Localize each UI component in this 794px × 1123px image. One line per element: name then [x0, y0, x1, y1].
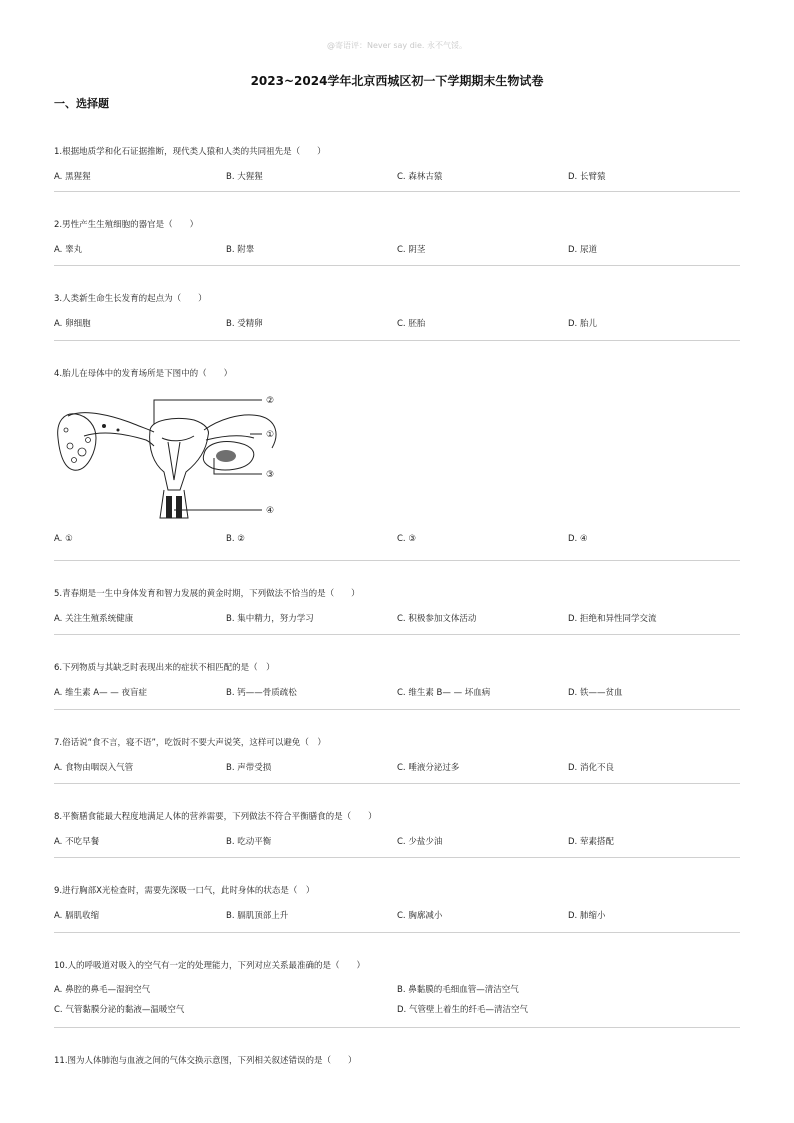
option-b[interactable]: B. 吃动平衡 [226, 837, 272, 847]
divider [54, 783, 740, 784]
option-a[interactable]: A. 鼻腔的鼻毛—湿润空气 [54, 985, 151, 995]
option-d[interactable]: D. 尿道 [568, 245, 597, 255]
follicle [67, 443, 73, 449]
divider [54, 1027, 740, 1028]
question-text: 2.男性产生生殖细胞的器官是（ ） [54, 220, 199, 230]
option-b[interactable]: B. 声带受损 [226, 763, 272, 773]
question-8 [54, 811, 740, 847]
option-c[interactable]: C. 胚胎 [397, 319, 426, 329]
option-b[interactable]: B. 附睾 [226, 245, 255, 255]
left-tube-lower [84, 433, 154, 446]
option-d[interactable]: D. ④ [568, 534, 588, 544]
follicle [78, 448, 86, 456]
page-title: 2023~2024学年北京西城区初一下学期期末生物试卷 [250, 74, 544, 88]
follicle [72, 458, 77, 463]
uterus-inner-top [162, 436, 194, 441]
question-text: 10.人的呼吸道对吸入的空气有一定的处理能力，下列对应关系最准确的是（ ） [54, 961, 366, 971]
question-4-options [54, 534, 740, 546]
ovum-dot [102, 424, 106, 428]
divider [54, 857, 740, 858]
option-b[interactable]: B. 大猩猩 [226, 172, 263, 182]
option-a[interactable]: A. 睾丸 [54, 245, 83, 255]
question-11 [54, 1055, 740, 1067]
question-text: 8.平衡膳食能最大程度地满足人体的营养需要，下列做法不符合平衡膳食的是（ ） [54, 812, 377, 822]
option-a[interactable]: A. 膈肌收缩 [54, 911, 100, 921]
option-b[interactable]: B. 鼻黏膜的毛细血管—清洁空气 [397, 985, 519, 995]
option-d[interactable]: D. 荤素搭配 [568, 837, 614, 847]
question-5 [54, 588, 740, 624]
ovum-dot [117, 429, 120, 432]
option-c[interactable]: C. 唾液分泌过多 [397, 763, 460, 773]
vagina-outline [160, 490, 188, 518]
option-b[interactable]: B. 膈肌顶部上升 [226, 911, 289, 921]
question-text: 4.胎儿在母体中的发育场所是下图中的（ ） [54, 369, 233, 379]
option-c[interactable]: C. 积极参加文体活动 [397, 614, 477, 624]
option-a[interactable]: A. 黑猩猩 [54, 172, 91, 182]
divider [54, 634, 740, 635]
option-d[interactable]: D. 拒绝和异性同学交流 [568, 614, 657, 624]
question-7 [54, 737, 740, 773]
option-a[interactable]: A. 关注生殖系统健康 [54, 614, 134, 624]
question-text: 3.人类新生命生长发育的起点为（ ） [54, 294, 207, 304]
figure-label-2: ② [266, 396, 275, 406]
option-d[interactable]: D. 肺缩小 [568, 911, 606, 921]
question-1 [54, 146, 740, 182]
option-d[interactable]: D. 气管壁上着生的纤毛—清洁空气 [397, 1005, 528, 1015]
option-c[interactable]: C. 维生素 B— — 坏血病 [397, 688, 491, 698]
uterus-outline [150, 418, 209, 490]
section-heading: 一、选择题 [54, 97, 109, 110]
option-a[interactable]: A. 不吃早餐 [54, 837, 100, 847]
divider [54, 265, 740, 266]
option-b[interactable]: B. 钙——骨质疏松 [226, 688, 297, 698]
option-a[interactable]: A. 卵细胞 [54, 319, 91, 329]
option-a[interactable]: A. 食物由咽误入气管 [54, 763, 134, 773]
question-3 [54, 293, 740, 329]
question-2 [54, 219, 740, 255]
option-a[interactable]: A. 维生素 A— — 夜盲症 [54, 688, 147, 698]
follicle [64, 428, 68, 432]
option-d[interactable]: D. 长臂猿 [568, 172, 606, 182]
follicle [86, 438, 91, 443]
divider [54, 560, 740, 561]
question-4 [54, 368, 740, 380]
figure-label-4: ④ [266, 506, 275, 516]
question-text: 9.进行胸部X光检查时，需要先深吸一口气，此时身体的状态是（ ） [54, 886, 315, 896]
question-text: 7.俗话说“食不言，寝不语”，吃饭时不要大声说笑，这样可以避免（ ） [54, 738, 326, 748]
option-c[interactable]: C. 阴茎 [397, 245, 426, 255]
divider [54, 709, 740, 710]
question-6 [54, 662, 740, 698]
option-c[interactable]: C. ③ [397, 534, 416, 544]
option-b[interactable]: B. 集中精力，努力学习 [226, 614, 314, 624]
option-c[interactable]: C. 胸廓减小 [397, 911, 443, 921]
question-10 [54, 960, 740, 1015]
divider [54, 191, 740, 192]
question-text: 5.青春期是一生中身体发育和智力发展的黄金时期，下列做法不恰当的是（ ） [54, 589, 360, 599]
option-b[interactable]: B. ② [226, 534, 245, 544]
divider [54, 340, 740, 341]
option-c[interactable]: C. 少盐少油 [397, 837, 443, 847]
divider [54, 932, 740, 933]
question-text: 11.图为人体肺泡与血液之间的气体交换示意图，下列相关叙述错误的是（ ） [54, 1056, 357, 1066]
uterus-diagram-svg [54, 390, 294, 522]
option-a[interactable]: A. ① [54, 534, 73, 544]
vagina-shading [166, 496, 172, 518]
figure-label-3: ③ [266, 470, 275, 480]
question-9 [54, 885, 740, 921]
option-b[interactable]: B. 受精卵 [226, 319, 263, 329]
pointer-line-2 [154, 400, 262, 424]
option-d[interactable]: D. 铁——贫血 [568, 688, 623, 698]
vagina-shading [176, 496, 182, 518]
left-ovary-outline [58, 414, 96, 470]
right-tube-lower [206, 436, 254, 440]
question-text: 6.下列物质与其缺乏时表现出来的症状不相匹配的是（ ） [54, 663, 275, 673]
option-c[interactable]: C. 森林古猿 [397, 172, 443, 182]
figure-label-1: ① [266, 430, 275, 440]
option-c[interactable]: C. 气管黏膜分泌的黏液—温暖空气 [54, 1005, 185, 1015]
uterus-cavity [168, 442, 180, 480]
header-motto: @寄语评：Never say die. 永不气馁。 [326, 41, 468, 50]
option-d[interactable]: D. 消化不良 [568, 763, 614, 773]
question-text: 1.根据地质学和化石证据推断，现代类人猿和人类的共同祖先是（ ） [54, 147, 326, 157]
ovary-shading [216, 450, 236, 462]
uterus-diagram [54, 390, 294, 526]
option-d[interactable]: D. 胎儿 [568, 319, 597, 329]
